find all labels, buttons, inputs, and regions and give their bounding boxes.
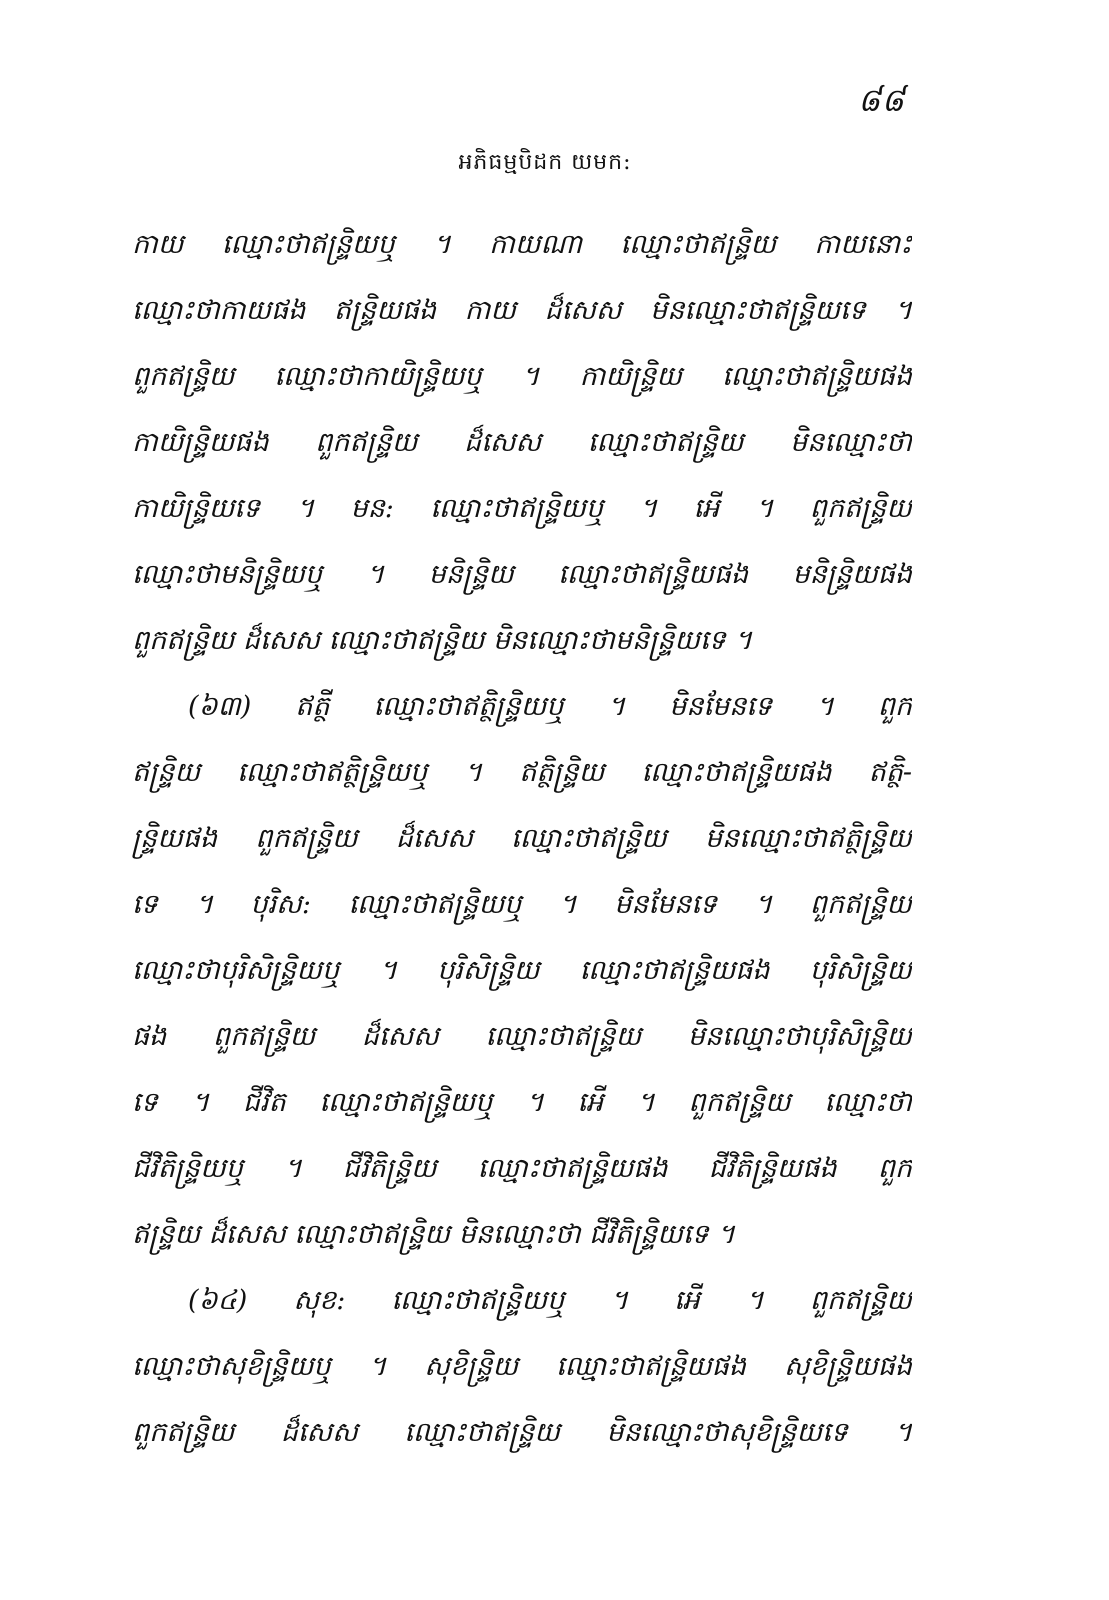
text-line: ពួកឥន្ទ្រិយ ដ៏សេស ឈ្មោះថាឥន្ទ្រិយ មិនឈ្មោះថាសុខិន្ទ្រិយទេ ។	[132, 1417, 912, 1448]
text-line: ឈ្មោះថាមនិន្ទ្រិយឬ ។ មនិន្ទ្រិយ ឈ្មោះថាឥន្ទ្រិយផង មនិន្ទ្រិយផង	[132, 559, 912, 590]
page-number: ៨៨	[857, 81, 905, 119]
body-text	[132, 212, 912, 1466]
text-line: ឥន្ទ្រិយ ដ៏សេស ឈ្មោះថាឥន្ទ្រិយ មិនឈ្មោះថា ជីវិតិន្ទ្រិយទេ ។	[132, 1219, 735, 1250]
text-line: កាយ ឈ្មោះថាឥន្ទ្រិយឬ ។ កាយណា ឈ្មោះថាឥន្ទ្រិយ កាយនោះ	[132, 229, 912, 260]
text-line: ឈ្មោះថាកាយផង ឥន្ទ្រិយផង កាយ ដ៏សេស មិនឈ្មោះថាឥន្ទ្រិយទេ ។	[132, 295, 912, 326]
text-line: ជីវិតិន្ទ្រិយឬ ។ ជីវិតិន្ទ្រិយ ឈ្មោះថាឥន្ទ្រិយផង ជីវិតិន្ទ្រិយផង ពួក	[132, 1153, 912, 1184]
text-line: កាយិន្ទ្រិយផង ពួកឥន្ទ្រិយ ដ៏សេស ឈ្មោះថាឥន្ទ្រិយ មិនឈ្មោះថា	[132, 427, 912, 458]
text-line: ឈ្មោះថាសុខិន្ទ្រិយឬ ។ សុខិន្ទ្រិយ ឈ្មោះថាឥន្ទ្រិយផង សុខិន្ទ្រិយផង	[132, 1351, 912, 1382]
running-header: អភិធម្មបិដក យមក:	[458, 150, 632, 175]
text-line: ផង ពួកឥន្ទ្រិយ ដ៏សេស ឈ្មោះថាឥន្ទ្រិយ មិនឈ្មោះថាបុរិសិន្ទ្រិយ	[132, 1021, 912, 1052]
text-line: ពួកឥន្ទ្រិយ ដ៏សេស ឈ្មោះថាឥន្ទ្រិយ មិនឈ្មោះថាមនិន្ទ្រិយទេ ។	[132, 625, 753, 656]
text-line: ឈ្មោះថាបុរិសិន្ទ្រិយឬ ។ បុរិសិន្ទ្រិយ ឈ្មោះថាឥន្ទ្រិយផង បុរិសិន្ទ្រិយ	[132, 955, 912, 986]
text-line: ឥន្ទ្រិយ ឈ្មោះថាឥត្ថិន្ទ្រិយឬ ។ ឥត្ថិន្ទ្រិយ ឈ្មោះថាឥន្ទ្រិយផង ឥត្ថិ-	[132, 757, 912, 788]
paragraph-start-64: (៦៤) សុខ: ឈ្មោះថាឥន្ទ្រិយឬ ។ អើ ។ ពួកឥន្ទ្រិយ	[188, 1285, 912, 1316]
text-line: ពួកឥន្ទ្រិយ ឈ្មោះថាកាយិន្ទ្រិយឬ ។ កាយិន្ទ្រិយ ឈ្មោះថាឥន្ទ្រិយផង	[132, 361, 912, 392]
paragraph-start-63: (៦៣) ឥត្ថី ឈ្មោះថាឥត្ថិន្ទ្រិយឬ ។ មិនមែនទេ ។ ពួក	[188, 691, 912, 722]
text-line: ទេ ។ ជីវិត ឈ្មោះថាឥន្ទ្រិយឬ ។ អើ ។ ពួកឥន្ទ្រិយ ឈ្មោះថា	[132, 1087, 912, 1118]
text-line: កាយិន្ទ្រិយទេ ។ មន: ឈ្មោះថាឥន្ទ្រិយឬ ។ អើ ។ ពួកឥន្ទ្រិយ	[132, 493, 912, 524]
text-line: ន្ទ្រិយផង ពួកឥន្ទ្រិយ ដ៏សេស ឈ្មោះថាឥន្ទ្រិយ មិនឈ្មោះថាឥត្ថិន្ទ្រិយ	[132, 823, 912, 854]
text-line: ទេ ។ បុរិស: ឈ្មោះថាឥន្ទ្រិយឬ ។ មិនមែនទេ ។ ពួកឥន្ទ្រិយ	[132, 889, 912, 920]
